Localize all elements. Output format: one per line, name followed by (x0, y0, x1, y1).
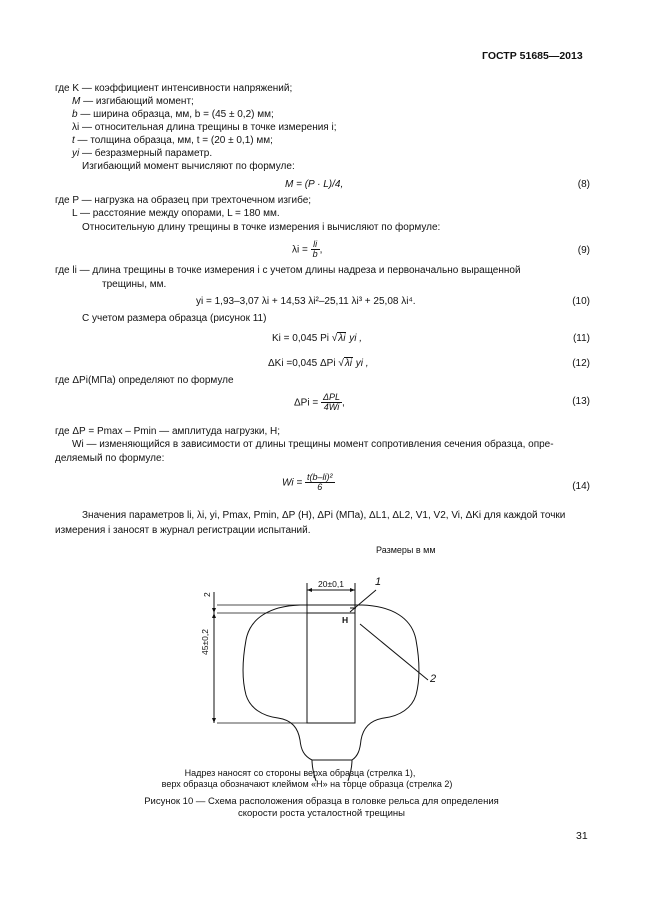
dP-intro: где ΔPi(МПа) определяют по формуле (55, 375, 234, 386)
def-M: M — изгибающий момент; (72, 96, 194, 107)
callout-2: 2 (430, 673, 437, 685)
def-W-line1: Wi — изменяющийся в зависимости от длины трещины момент сопротивления сечения образца, опре- (72, 439, 554, 450)
standard-header: ГОСТР 51685—2013 (482, 50, 583, 62)
equation-8-number: (8) (577, 179, 590, 190)
equation-13-number: (13) (572, 396, 590, 407)
callout-1: 1 (375, 576, 382, 588)
equation-10: yi = 1,93–3,07 λi + 14,53 λi²–25,11 λi³ + 25,08 λi⁴. (196, 296, 416, 307)
def-P: где P — нагрузка на образец при трехточечном изгибе; (55, 195, 312, 206)
units-note: Размеры в мм (376, 545, 436, 555)
def-t: t — толщина образца, мм, t = (20 ± 0,1) мм; (72, 135, 273, 146)
dim-width: 20±0,1 (318, 579, 344, 589)
equation-11: Ki = 0,045 Pi √λi yi , (272, 333, 362, 344)
equation-8: M = (P · L)/4, (285, 179, 344, 190)
params-line1: Значения параметров li, λi, yi, Pmax, Pmin, ΔP (Н), ΔPi (МПа), ΔL1, ΔL2, V1, V2, Vi, ΔKi для каждой точки (82, 510, 566, 521)
rail-head-outline (243, 605, 419, 760)
def-b: b — ширина образца, мм, b = (45 ± 0,2) мм; (72, 109, 274, 120)
figure-caption-1: Рисунок 10 — Схема расположения образца в головке рельса для определения (144, 796, 499, 807)
equation-11-number: (11) (572, 333, 590, 344)
def-dP: где ΔP = Pmax – Pmin — амплитуда нагрузки, Н; (55, 426, 281, 437)
dim-top: 2 (202, 592, 212, 597)
def-K: где K — коэффициент интенсивности напряжений; (55, 83, 293, 94)
def-lambda: λi — относительная длина трещины в точке измерения i; (72, 122, 337, 133)
moment-intro: Изгибающий момент вычисляют по формуле: (82, 161, 295, 172)
specimen (307, 613, 355, 723)
params-line2: измерения i заносят в журнал регистрации испытаний. (55, 525, 311, 536)
def-l-line2: трещины, мм. (102, 279, 167, 290)
figure-note-2: верх образца обозначают клеймом «Н» на торце образца (стрелка 2) (161, 779, 453, 789)
marker-H: Н (342, 615, 349, 625)
equation-10-number: (10) (572, 296, 590, 307)
def-L: L — расстояние между опорами, L = 180 мм. (72, 208, 280, 219)
figure-caption-2: скорости роста усталостной трещины (238, 808, 405, 819)
equation-14: Wi = $\frac{\text{t(b–li)²}}{6}$ (282, 472, 333, 493)
figure-note-1: Надрез наносят со стороны верха образца (стрелка 1), (184, 768, 416, 778)
equation-12-number: (12) (572, 358, 590, 369)
equation-9: λi = $\frac{li}{b}$ , (292, 239, 323, 260)
dim-height: 45±0,2 (200, 629, 210, 655)
page-number: 31 (576, 830, 588, 842)
lambda-intro: Относительную длину трещины в точке измерения i вычисляют по формуле: (82, 222, 441, 233)
callout-1-leader (350, 590, 376, 612)
equation-13: ΔPi = $\frac{\text{ΔPL}}{4Wi}$ , (294, 392, 345, 413)
def-W-line2: деляемый по формуле: (55, 453, 165, 464)
def-l-line1: где li — длина трещины в точке измерения i с учетом длины надреза и первоначально выращенной (55, 265, 521, 276)
size-note: С учетом размера образца (рисунок 11) (82, 313, 267, 324)
equation-14-number: (14) (572, 481, 590, 492)
def-y: yi — безразмерный параметр. (72, 148, 213, 159)
equation-9-number: (9) (577, 245, 590, 256)
equation-12: ΔKi =0,045 ΔPi √λi yi , (268, 358, 369, 369)
